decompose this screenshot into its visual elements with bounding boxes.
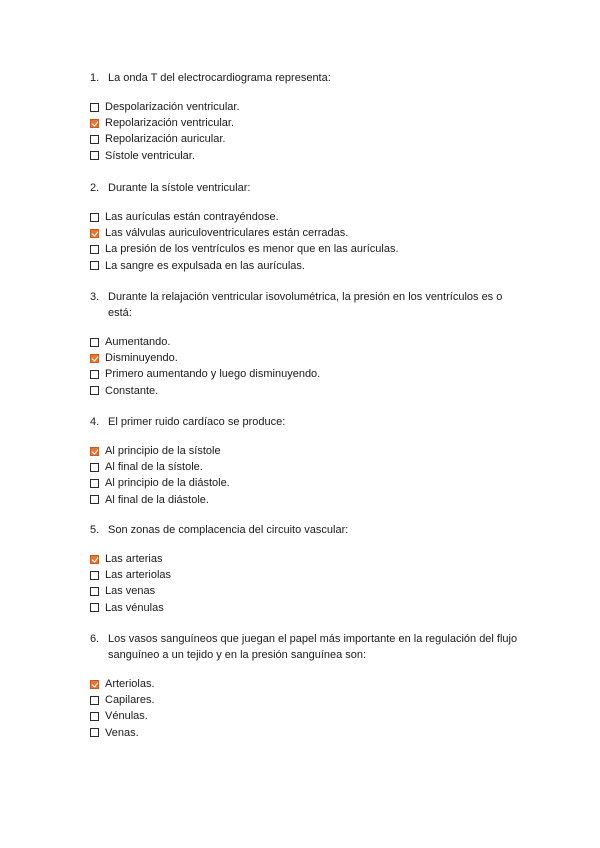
option-label: La presión de los ventrículos es menor que en las aurículas. (105, 243, 399, 256)
checkbox-unchecked[interactable] (90, 103, 99, 112)
checkbox-unchecked[interactable] (90, 495, 99, 504)
checkbox-unchecked[interactable] (90, 386, 99, 395)
option-label: Venas. (105, 726, 139, 739)
option-venulas[interactable] (90, 600, 520, 616)
question-5 (90, 522, 520, 616)
question-text: La onda T del electrocardiograma representa: (108, 72, 331, 84)
option-arterias[interactable] (90, 551, 520, 567)
option-label: Las arteriolas (105, 569, 172, 582)
option-label: Las aurículas están contrayéndose. (105, 211, 279, 224)
option-label: Al principio de la sístole (105, 445, 221, 458)
option-arteriolas[interactable] (90, 567, 520, 583)
question-text: Los vasos sanguíneos que juegan el papel más importante en la regulación del flujo sanguíneo a un tejido y en la presión sanguínea son: (108, 633, 518, 661)
option-repolarizacion-ventricular[interactable] (90, 115, 520, 131)
checkbox-unchecked[interactable] (90, 571, 99, 580)
question-3 (90, 289, 520, 399)
checkbox-unchecked[interactable] (90, 587, 99, 596)
option-label: Capilares. (105, 694, 155, 707)
option-venulas[interactable] (90, 708, 520, 724)
checkbox-unchecked[interactable] (90, 151, 99, 160)
checkbox-unchecked[interactable] (90, 696, 99, 705)
checkbox-unchecked[interactable] (90, 603, 99, 612)
option-arteriolas[interactable] (90, 676, 520, 692)
option-venas[interactable] (90, 583, 520, 599)
question-text: Son zonas de complacencia del circuito vascular: (108, 524, 349, 536)
option-label: Aumentando. (105, 336, 171, 349)
option-presion-menor[interactable] (90, 241, 520, 257)
option-final-sistole[interactable] (90, 459, 520, 475)
option-aumentando-disminuyendo[interactable] (90, 366, 520, 382)
checkbox-checked[interactable] (90, 229, 99, 238)
question-6 (90, 631, 520, 741)
checkbox-checked[interactable] (90, 354, 99, 363)
option-label: Las venas (105, 585, 156, 598)
option-label: Repolarización auricular. (105, 133, 226, 146)
option-label: Arteriolas. (105, 678, 155, 691)
question-2 (90, 180, 520, 274)
option-label: La sangre es expulsada en las aurículas. (105, 259, 305, 272)
option-constante[interactable] (90, 383, 520, 399)
option-final-diastole[interactable] (90, 492, 520, 508)
checkbox-unchecked[interactable] (90, 712, 99, 721)
question-1 (90, 70, 520, 164)
option-valvulas-cerradas[interactable] (90, 225, 520, 241)
checkbox-unchecked[interactable] (90, 135, 99, 144)
option-principio-diastole[interactable] (90, 475, 520, 491)
question-number: 3. (90, 291, 100, 303)
option-auriculas-contrayendose[interactable] (90, 209, 520, 225)
question-number: 6. (90, 633, 100, 645)
option-label: Despolarización ventricular. (105, 101, 240, 114)
question-number: 4. (90, 416, 100, 428)
question-number: 5. (90, 524, 100, 536)
option-despolarizacion[interactable] (90, 99, 520, 115)
option-sistole-ventricular[interactable] (90, 148, 520, 164)
checkbox-unchecked[interactable] (90, 213, 99, 222)
option-label: Las vénulas (105, 601, 164, 614)
option-aumentando[interactable] (90, 334, 520, 350)
checkbox-checked[interactable] (90, 447, 99, 456)
option-disminuyendo[interactable] (90, 350, 520, 366)
checkbox-checked[interactable] (90, 680, 99, 689)
option-venas[interactable] (90, 725, 520, 741)
option-label: Vénulas. (105, 710, 148, 723)
option-capilares[interactable] (90, 692, 520, 708)
question-text: Durante la relajación ventricular isovolumétrica, la presión en los ventrículos es o está: (108, 291, 503, 319)
option-label: Repolarización ventricular. (105, 117, 235, 130)
checkbox-checked[interactable] (90, 119, 99, 128)
checkbox-unchecked[interactable] (90, 261, 99, 270)
option-label: Al final de la diástole. (105, 493, 209, 506)
question-number: 2. (90, 182, 100, 194)
option-principio-sistole[interactable] (90, 443, 520, 459)
option-sangre-expulsada[interactable] (90, 258, 520, 274)
checkbox-unchecked[interactable] (90, 338, 99, 347)
checkbox-unchecked[interactable] (90, 370, 99, 379)
option-label: Al principio de la diástole. (105, 477, 230, 490)
option-label: Sístole ventricular. (105, 149, 195, 162)
question-text: Durante la sístole ventricular: (108, 182, 251, 194)
option-label: Al final de la sístole. (105, 461, 203, 474)
question-4 (90, 414, 520, 508)
question-text: El primer ruido cardíaco se produce: (108, 416, 286, 428)
checkbox-unchecked[interactable] (90, 463, 99, 472)
option-repolarizacion-auricular[interactable] (90, 131, 520, 147)
question-number: 1. (90, 72, 100, 84)
option-label: Constante. (105, 384, 159, 397)
checkbox-unchecked[interactable] (90, 245, 99, 254)
checkbox-unchecked[interactable] (90, 479, 99, 488)
option-label: Primero aumentando y luego disminuyendo. (105, 368, 321, 381)
option-label: Las válvulas auriculoventriculares están cerradas. (105, 227, 349, 240)
option-label: Las arterias (105, 553, 163, 566)
checkbox-checked[interactable] (90, 555, 99, 564)
option-label: Disminuyendo. (105, 352, 178, 365)
checkbox-unchecked[interactable] (90, 728, 99, 737)
